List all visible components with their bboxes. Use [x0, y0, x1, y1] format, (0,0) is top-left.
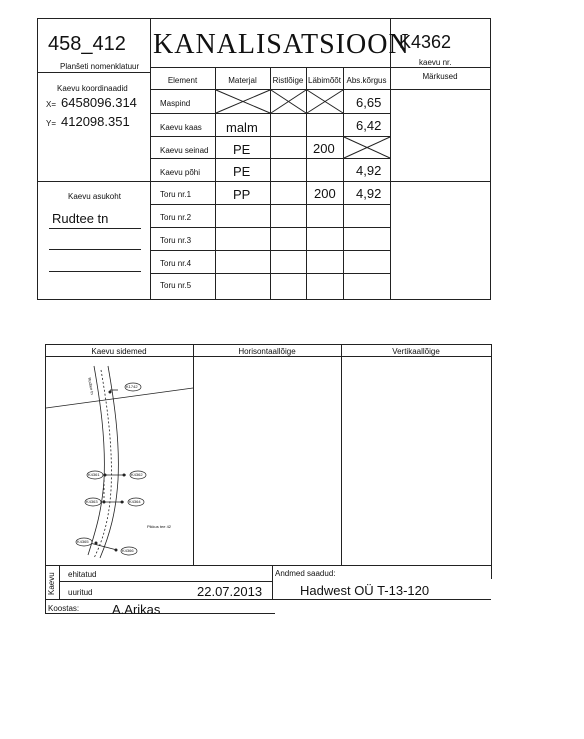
- row-material: PE: [233, 164, 251, 179]
- col-header-diameter: Läbimõõt: [308, 76, 341, 85]
- row-element: Toru nr.5: [160, 281, 192, 290]
- map-note-label: Pikkus tee 42: [147, 524, 172, 529]
- map-well-label: K4365: [77, 539, 89, 544]
- map-well-label: K1742: [126, 384, 138, 389]
- row-element: Kaevu seinad: [160, 146, 209, 155]
- map-well-label: K4364: [129, 499, 141, 504]
- compiled-value: A.Arikas: [112, 602, 161, 617]
- well-number-label: kaevu nr.: [419, 58, 452, 67]
- col-header-crosssection: Ristlõige: [272, 76, 304, 85]
- col-header-element: Element: [167, 76, 198, 85]
- data-source-label: Andmed saadud:: [275, 569, 336, 578]
- location-label: Kaevu asukoht: [68, 192, 121, 201]
- coords-label: Kaevu koordinaadid: [57, 84, 128, 93]
- well-number: K4362: [399, 32, 452, 52]
- row-elevation: 4,92: [356, 163, 382, 178]
- surveyed-label: uuritud: [68, 588, 93, 597]
- map-well-label: K4362: [131, 472, 143, 477]
- location-value: Rudtee tn: [52, 211, 109, 226]
- bottom-form: [0, 330, 584, 630]
- row-element: Kaevu põhi: [160, 168, 201, 177]
- col-header-horizontal: Horisontaallõige: [238, 347, 296, 356]
- row-element: Toru nr.4: [160, 259, 192, 268]
- map-street-label: Rudtee tn: [87, 377, 96, 395]
- connection-map: [0, 330, 584, 630]
- x-coordinate: 6458096.314: [61, 95, 137, 110]
- built-label: ehitatud: [68, 570, 97, 579]
- col-header-connections: Kaevu sidemed: [91, 347, 147, 356]
- col-header-notes: Märkused: [422, 72, 458, 81]
- row-diameter: 200: [313, 141, 335, 156]
- y-coordinate: 412098.351: [61, 114, 130, 129]
- data-source-value: Hadwest OÜ T-13-120: [300, 583, 430, 598]
- row-element: Toru nr.1: [160, 190, 192, 199]
- sheet-label: Planšeti nomenklatuur: [60, 62, 140, 71]
- top-form: [0, 0, 584, 320]
- compiled-label: Koostas:: [48, 604, 80, 613]
- row-elevation: 6,42: [356, 118, 382, 133]
- map-well-label: K4361: [88, 472, 100, 477]
- y-prefix: Y=: [46, 119, 57, 128]
- row-material: PE: [233, 142, 251, 157]
- col-header-elevation: Abs.kõrgus: [346, 76, 387, 85]
- row-elevation: 4,92: [356, 186, 382, 201]
- row-element: Toru nr.3: [160, 236, 192, 245]
- map-well-label: K4363: [86, 499, 98, 504]
- row-material: PP: [233, 187, 251, 202]
- surveyed-date: 22.07.2013: [197, 584, 263, 599]
- row-element: Maspind: [160, 99, 191, 108]
- col-header-material: Materjal: [228, 76, 257, 85]
- map-well-label: K4366: [122, 548, 134, 553]
- row-element: Kaevu kaas: [160, 123, 202, 132]
- row-diameter: 200: [314, 186, 336, 201]
- row-material: malm: [226, 120, 258, 135]
- sheet-id: 458_412: [48, 33, 126, 55]
- form-title: KANALISATSIOON: [153, 29, 410, 60]
- row-elevation: 6,65: [356, 95, 382, 110]
- side-label: Kaevu: [47, 572, 56, 595]
- x-prefix: X=: [46, 100, 57, 109]
- col-header-vertical: Vertikaallõige: [392, 347, 440, 356]
- row-element: Toru nr.2: [160, 213, 192, 222]
